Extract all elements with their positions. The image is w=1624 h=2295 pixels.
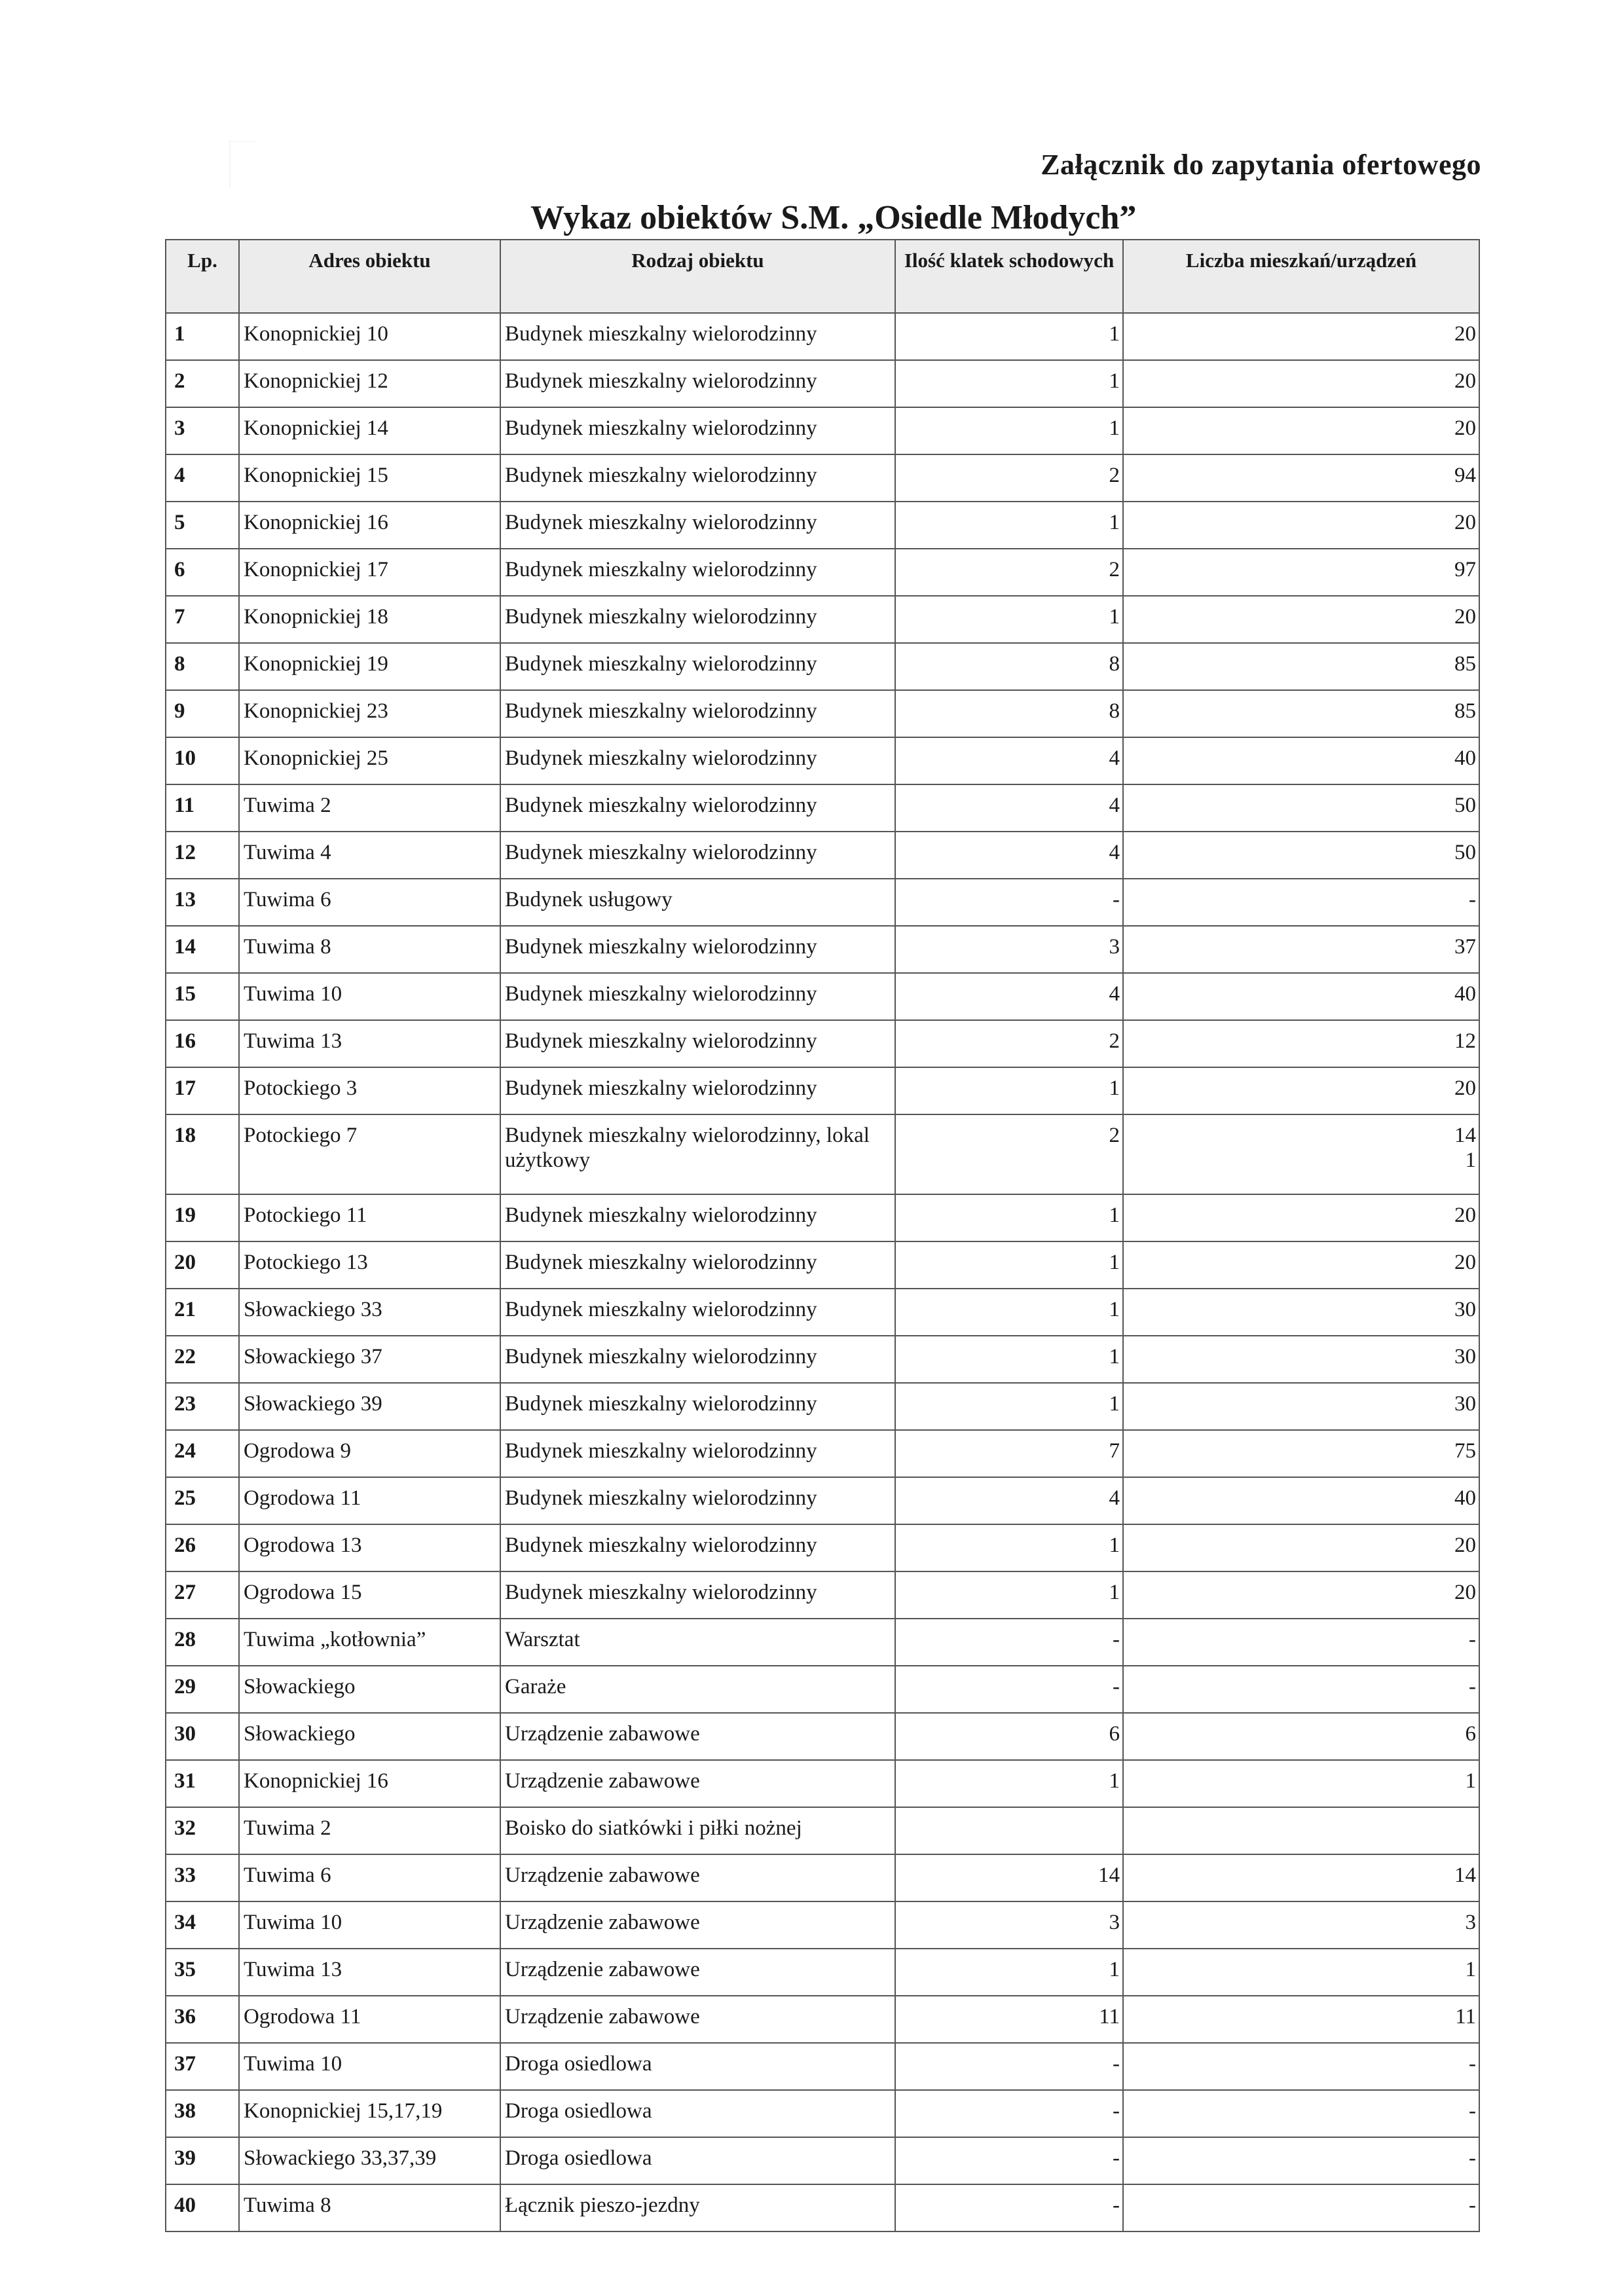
header-staircases: Ilość klatek schodowych [895,240,1123,313]
cell-units: 40 [1123,737,1479,784]
cell-address: Konopnickiej 12 [239,360,500,407]
cell-units: 40 [1123,973,1479,1020]
cell-type: Garaże [500,1666,895,1713]
cell-units: 30 [1123,1336,1479,1383]
cell-staircases: 2 [895,1114,1123,1194]
cell-lp: 27 [166,1571,239,1619]
cell-type: Budynek mieszkalny wielorodzinny [500,784,895,832]
header-lp: Lp. [166,240,239,313]
cell-staircases: 4 [895,784,1123,832]
cell-address: Ogrodowa 13 [239,1524,500,1571]
cell-staircases: 1 [895,1949,1123,1996]
cell-type: Budynek mieszkalny wielorodzinny [500,1477,895,1524]
scan-artifact [229,141,257,188]
cell-address: Ogrodowa 15 [239,1571,500,1619]
table-row [166,2090,1479,2137]
cell-lp: 25 [166,1477,239,1524]
header-units: Liczba mieszkań/urządzeń [1123,240,1479,313]
cell-address: Konopnickiej 18 [239,596,500,643]
cell-address: Tuwima 10 [239,973,500,1020]
cell-address: Tuwima „kotłownia” [239,1619,500,1666]
cell-address: Potockiego 7 [239,1114,500,1194]
table-row [166,2184,1479,2231]
cell-lp: 36 [166,1996,239,2043]
cell-units: 85 [1123,690,1479,737]
cell-units: 20 [1123,1524,1479,1571]
cell-type: Urządzenie zabawowe [500,1949,895,1996]
cell-lp: 24 [166,1430,239,1477]
cell-address: Tuwima 6 [239,1854,500,1901]
cell-address: Konopnickiej 16 [239,1760,500,1807]
cell-units: 1 [1123,1949,1479,1996]
cell-lp: 18 [166,1114,239,1194]
cell-type: Budynek mieszkalny wielorodzinny [500,1524,895,1571]
table-row [166,1336,1479,1383]
cell-type: Budynek mieszkalny wielorodzinny [500,926,895,973]
cell-lp: 1 [166,313,239,360]
cell-units: - [1123,1619,1479,1666]
cell-type: Budynek mieszkalny wielorodzinny [500,737,895,784]
cell-staircases: 14 [895,1854,1123,1901]
cell-staircases: - [895,2184,1123,2231]
cell-units: - [1123,2090,1479,2137]
cell-units: 85 [1123,643,1479,690]
cell-type: Budynek mieszkalny wielorodzinny [500,1194,895,1241]
cell-units: - [1123,879,1479,926]
cell-staircases: 2 [895,549,1123,596]
table-row [166,879,1479,926]
cell-lp: 11 [166,784,239,832]
cell-address: Potockiego 3 [239,1067,500,1114]
table-row [166,454,1479,502]
cell-lp: 15 [166,973,239,1020]
table-row [166,1571,1479,1619]
table-row [166,1289,1479,1336]
cell-staircases: 1 [895,407,1123,454]
cell-lp: 31 [166,1760,239,1807]
header-type: Rodzaj obiektu [500,240,895,313]
cell-lp: 38 [166,2090,239,2137]
cell-units: 6 [1123,1713,1479,1760]
table-row [166,690,1479,737]
cell-address: Słowackiego 33 [239,1289,500,1336]
cell-units: 20 [1123,502,1479,549]
cell-address: Potockiego 11 [239,1194,500,1241]
cell-units: - [1123,1666,1479,1713]
cell-lp: 14 [166,926,239,973]
cell-lp: 12 [166,832,239,879]
cell-lp: 9 [166,690,239,737]
cell-staircases: 4 [895,973,1123,1020]
cell-type: Urządzenie zabawowe [500,1996,895,2043]
cell-lp: 28 [166,1619,239,1666]
cell-type: Budynek mieszkalny wielorodzinny [500,1020,895,1067]
cell-staircases: - [895,879,1123,926]
cell-address: Konopnickiej 17 [239,549,500,596]
cell-lp: 40 [166,2184,239,2231]
cell-type: Budynek mieszkalny wielorodzinny [500,502,895,549]
cell-address: Ogrodowa 11 [239,1477,500,1524]
table-row [166,1241,1479,1289]
cell-units: - [1123,2137,1479,2184]
cell-staircases: 11 [895,1996,1123,2043]
cell-lp: 2 [166,360,239,407]
cell-address: Tuwima 10 [239,2043,500,2090]
cell-lp: 39 [166,2137,239,2184]
table-row [166,407,1479,454]
cell-lp: 23 [166,1383,239,1430]
cell-staircases: 1 [895,1571,1123,1619]
cell-staircases: 1 [895,1241,1123,1289]
cell-lp: 6 [166,549,239,596]
cell-staircases: 1 [895,1194,1123,1241]
cell-lp: 10 [166,737,239,784]
cell-address: Konopnickiej 15 [239,454,500,502]
cell-address: Tuwima 6 [239,879,500,926]
header-address: Adres obiektu [239,240,500,313]
cell-staircases: 7 [895,1430,1123,1477]
table-row [166,1949,1479,1996]
table-row [166,1854,1479,1901]
table-row [166,1807,1479,1854]
cell-units: 20 [1123,1241,1479,1289]
cell-type: Budynek mieszkalny wielorodzinny [500,643,895,690]
table-row [166,1996,1479,2043]
cell-units: 20 [1123,1571,1479,1619]
table-row [166,502,1479,549]
cell-address: Tuwima 10 [239,1901,500,1949]
cell-address: Konopnickiej 19 [239,643,500,690]
cell-type: Urządzenie zabawowe [500,1760,895,1807]
cell-lp: 21 [166,1289,239,1336]
cell-staircases: 1 [895,360,1123,407]
cell-units: - [1123,2184,1479,2231]
cell-type: Budynek mieszkalny wielorodzinny [500,1430,895,1477]
cell-address: Tuwima 13 [239,1020,500,1067]
cell-address: Słowackiego 37 [239,1336,500,1383]
cell-lp: 20 [166,1241,239,1289]
cell-units: 1 [1123,1760,1479,1807]
cell-units: 75 [1123,1430,1479,1477]
cell-address: Tuwima 13 [239,1949,500,1996]
table-row [166,313,1479,360]
cell-staircases: 1 [895,1067,1123,1114]
cell-type: Budynek mieszkalny wielorodzinny [500,1067,895,1114]
table-row [166,1619,1479,1666]
cell-type: Droga osiedlowa [500,2043,895,2090]
cell-type: Boisko do siatkówki i piłki nożnej [500,1807,895,1854]
cell-lp: 13 [166,879,239,926]
cell-type: Budynek mieszkalny wielorodzinny [500,973,895,1020]
table-row [166,832,1479,879]
cell-address: Konopnickiej 16 [239,502,500,549]
cell-address: Słowackiego 39 [239,1383,500,1430]
cell-address: Tuwima 4 [239,832,500,879]
table-row [166,643,1479,690]
table-row [166,2043,1479,2090]
cell-units: 30 [1123,1383,1479,1430]
cell-lp: 8 [166,643,239,690]
cell-staircases: 1 [895,1289,1123,1336]
cell-type: Droga osiedlowa [500,2090,895,2137]
cell-lp: 16 [166,1020,239,1067]
cell-staircases: 6 [895,1713,1123,1760]
cell-staircases: 3 [895,1901,1123,1949]
table-row [166,737,1479,784]
table-header-row [166,240,1479,313]
cell-units: 94 [1123,454,1479,502]
cell-address: Konopnickiej 15,17,19 [239,2090,500,2137]
table-row [166,596,1479,643]
cell-units: - [1123,2043,1479,2090]
units-value: 14 [1454,1124,1476,1147]
cell-lp: 5 [166,502,239,549]
cell-address: Tuwima 8 [239,926,500,973]
cell-units: 30 [1123,1289,1479,1336]
cell-staircases: 1 [895,502,1123,549]
cell-units: 50 [1123,784,1479,832]
cell-type: Budynek usługowy [500,879,895,926]
cell-staircases: 8 [895,643,1123,690]
cell-type: Urządzenie zabawowe [500,1713,895,1760]
cell-units: 20 [1123,407,1479,454]
cell-address: Konopnickiej 14 [239,407,500,454]
cell-staircases: 4 [895,832,1123,879]
cell-staircases: - [895,1666,1123,1713]
cell-units: 3 [1123,1901,1479,1949]
cell-staircases: 4 [895,737,1123,784]
cell-type: Urządzenie zabawowe [500,1901,895,1949]
table-row [166,1067,1479,1114]
cell-units: 50 [1123,832,1479,879]
cell-lp: 34 [166,1901,239,1949]
cell-lp: 19 [166,1194,239,1241]
cell-staircases: 1 [895,596,1123,643]
cell-address: Ogrodowa 11 [239,1996,500,2043]
cell-type: Budynek mieszkalny wielorodzinny [500,596,895,643]
cell-type: Budynek mieszkalny wielorodzinny [500,1336,895,1383]
cell-lp: 29 [166,1666,239,1713]
cell-staircases: 4 [895,1477,1123,1524]
cell-type: Budynek mieszkalny wielorodzinny [500,1383,895,1430]
cell-lp: 7 [166,596,239,643]
cell-type: Budynek mieszkalny wielorodzinny [500,690,895,737]
cell-type: Budynek mieszkalny wielorodzinny [500,1571,895,1619]
cell-address: Tuwima 8 [239,2184,500,2231]
table-row [166,549,1479,596]
cell-type: Łącznik pieszo-jezdny [500,2184,895,2231]
cell-units: 97 [1123,549,1479,596]
cell-staircases: - [895,2090,1123,2137]
table-row [166,973,1479,1020]
page-title: Wykaz obiektów S.M. „Osiedle Młodych” [530,199,1137,236]
cell-type: Droga osiedlowa [500,2137,895,2184]
cell-staircases: 1 [895,1524,1123,1571]
cell-address: Konopnickiej 23 [239,690,500,737]
cell-type: Urządzenie zabawowe [500,1854,895,1901]
cell-units: 20 [1123,1067,1479,1114]
cell-address: Słowackiego [239,1666,500,1713]
cell-units: 20 [1123,596,1479,643]
cell-lp: 35 [166,1949,239,1996]
table-row [166,1194,1479,1241]
cell-type: Budynek mieszkalny wielorodzinny [500,832,895,879]
cell-units: 20 [1123,360,1479,407]
cell-type: Warsztat [500,1619,895,1666]
table-row [166,1901,1479,1949]
table-body [166,313,1479,2231]
objects-table [165,239,1480,2232]
table-row [166,1430,1479,1477]
table-row [166,360,1479,407]
cell-type: Budynek mieszkalny wielorodzinny [500,454,895,502]
cell-address: Tuwima 2 [239,1807,500,1854]
cell-lp: 3 [166,407,239,454]
cell-staircases: 1 [895,1336,1123,1383]
table-row [166,926,1479,973]
cell-lp: 30 [166,1713,239,1760]
annex-heading: Załącznik do zapytania ofertowego [1041,149,1481,181]
table-row [166,1713,1479,1760]
cell-staircases: - [895,2137,1123,2184]
cell-units: 20 [1123,1194,1479,1241]
table-row [166,1524,1479,1571]
cell-lp: 32 [166,1807,239,1854]
cell-staircases: 8 [895,690,1123,737]
cell-staircases: 1 [895,1383,1123,1430]
table-row [166,1666,1479,1713]
cell-type: Budynek mieszkalny wielorodzinny [500,1241,895,1289]
cell-type: Budynek mieszkalny wielorodzinny [500,549,895,596]
table-row [166,2137,1479,2184]
cell-type: Budynek mieszkalny wielorodzinny [500,407,895,454]
cell-staircases: 1 [895,1760,1123,1807]
table-row [166,1760,1479,1807]
cell-units: 40 [1123,1477,1479,1524]
cell-lp: 33 [166,1854,239,1901]
cell-units [1123,1114,1479,1194]
cell-address: Potockiego 13 [239,1241,500,1289]
cell-units: 20 [1123,313,1479,360]
cell-type: Budynek mieszkalny wielorodzinny [500,313,895,360]
cell-staircases: 2 [895,1020,1123,1067]
cell-units: 37 [1123,926,1479,973]
cell-staircases: 2 [895,454,1123,502]
cell-staircases: 1 [895,313,1123,360]
cell-staircases: - [895,2043,1123,2090]
table-row [166,1383,1479,1430]
table-row [166,784,1479,832]
cell-address: Tuwima 2 [239,784,500,832]
cell-type: Budynek mieszkalny wielorodzinny [500,1289,895,1336]
cell-lp: 22 [166,1336,239,1383]
cell-address: Konopnickiej 10 [239,313,500,360]
cell-type: Budynek mieszkalny wielorodzinny [500,360,895,407]
cell-address: Słowackiego 33,37,39 [239,2137,500,2184]
units-extra-value: 1 [1465,1148,1476,1172]
cell-staircases: - [895,1619,1123,1666]
cell-type: Budynek mieszkalny wielorodzinny, lokal użytkowy [500,1114,895,1194]
cell-lp: 26 [166,1524,239,1571]
cell-units [1123,1807,1479,1854]
cell-lp: 17 [166,1067,239,1114]
cell-units: 12 [1123,1020,1479,1067]
cell-units: 14 [1123,1854,1479,1901]
cell-staircases [895,1807,1123,1854]
table-row [166,1114,1479,1194]
cell-staircases: 3 [895,926,1123,973]
table-row [166,1020,1479,1067]
cell-address: Konopnickiej 25 [239,737,500,784]
cell-lp: 4 [166,454,239,502]
cell-units: 11 [1123,1996,1479,2043]
cell-address: Słowackiego [239,1713,500,1760]
table-row [166,1477,1479,1524]
cell-lp: 37 [166,2043,239,2090]
cell-address: Ogrodowa 9 [239,1430,500,1477]
